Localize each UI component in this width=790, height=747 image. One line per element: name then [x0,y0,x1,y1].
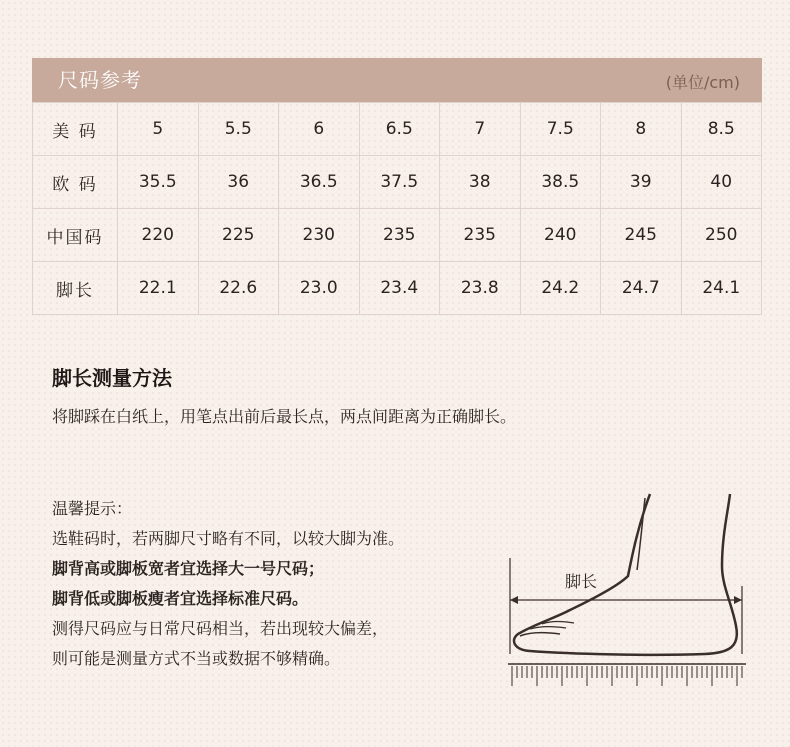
tips-line: 测得尺码应与日常尺码相当，若出现较大偏差， [52,619,389,638]
table-row [33,156,762,209]
table-cell: 24.7 [601,262,682,315]
table-row [33,103,762,156]
table-row [33,262,762,315]
table-cell: 38.5 [520,156,601,209]
table-cell: 24.2 [520,262,601,315]
table-cell: 8 [601,103,682,156]
table-cell: 22.1 [118,262,199,315]
table-cell: 5 [118,103,199,156]
row-label: 欧 码 [33,156,118,209]
size-table-unit: (单位/cm) [665,73,740,92]
row-label: 中国码 [33,209,118,262]
row-label: 美 码 [33,103,118,156]
table-cell: 35.5 [118,156,199,209]
table-cell: 40 [681,156,762,209]
table-cell: 225 [198,209,279,262]
table-cell: 230 [279,209,360,262]
table-cell: 7 [440,103,521,156]
table-cell: 23.4 [359,262,440,315]
tips-line: 选鞋码时，若两脚尺寸略有不同，以较大脚为准。 [52,529,405,548]
table-cell: 39 [601,156,682,209]
table-cell: 235 [359,209,440,262]
table-cell: 24.1 [681,262,762,315]
foot-illustration-icon [500,486,750,696]
table-cell: 36.5 [279,156,360,209]
tips-title: 温馨提示： [52,499,133,518]
table-cell: 235 [440,209,521,262]
table-cell: 38 [440,156,521,209]
tips-line: 则可能是测量方式不当或数据不够精确。 [52,649,341,668]
size-table [32,102,762,315]
table-cell: 23.0 [279,262,360,315]
table-cell: 8.5 [681,103,762,156]
measure-title: 脚长测量方法 [52,366,172,390]
table-cell: 6 [279,103,360,156]
table-cell: 7.5 [520,103,601,156]
table-cell: 220 [118,209,199,262]
row-label: 脚长 [33,262,118,315]
table-cell: 36 [198,156,279,209]
foot-length-label: 脚长 [565,572,598,591]
table-cell: 250 [681,209,762,262]
table-row [33,209,762,262]
table-cell: 245 [601,209,682,262]
tips-block [52,494,404,674]
table-cell: 6.5 [359,103,440,156]
measure-description: 将脚踩在白纸上，用笔点出前后最长点，两点间距离为正确脚长。 [52,407,517,426]
table-cell: 37.5 [359,156,440,209]
size-table-title: 尺码参考 [58,68,142,92]
table-cell: 5.5 [198,103,279,156]
table-cell: 23.8 [440,262,521,315]
tips-line: 脚背低或脚板瘦者宜选择标准尺码。 [52,589,309,608]
table-cell: 22.6 [198,262,279,315]
table-cell: 240 [520,209,601,262]
tips-line: 脚背高或脚板宽者宜选择大一号尺码； [52,559,325,578]
